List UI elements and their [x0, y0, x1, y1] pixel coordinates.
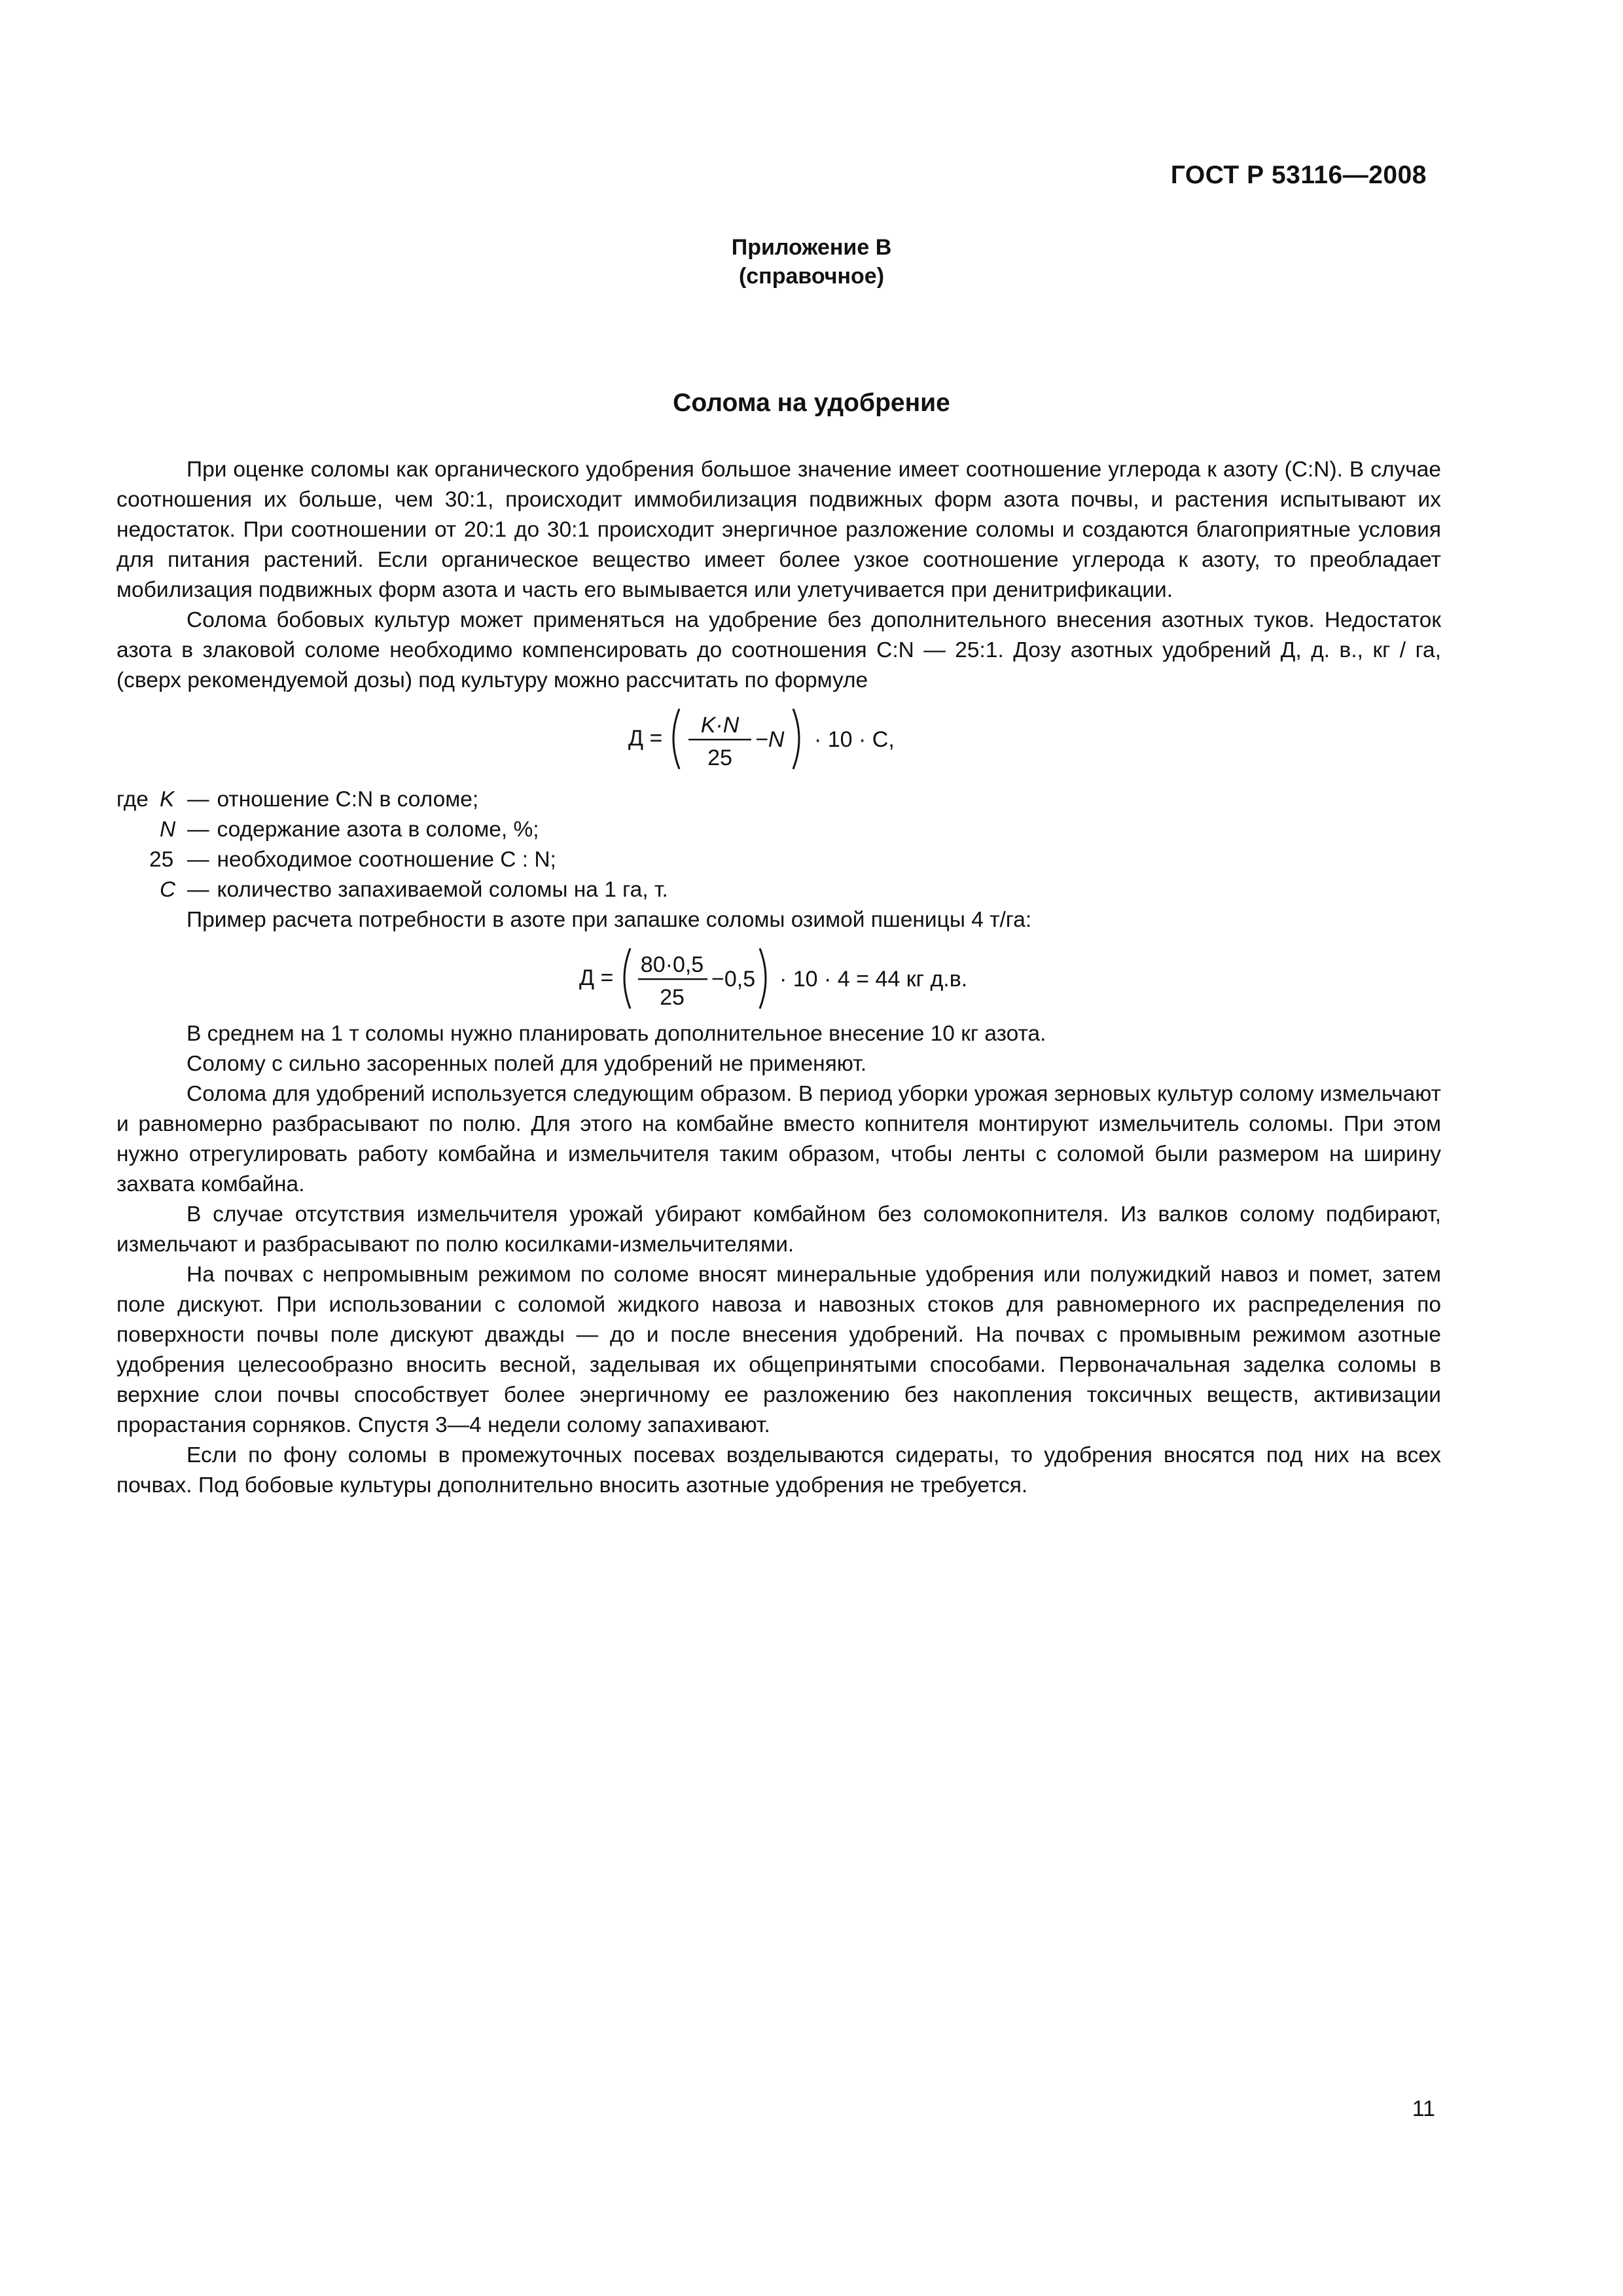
formula-minus-term: −0,5 — [711, 967, 756, 992]
section-title: Солома на удобрение — [673, 389, 950, 417]
appendix-heading — [0, 233, 1623, 291]
definition-symbol: K — [160, 787, 175, 812]
paragraph: Солому с сильно засоренных полей для удобрений не применяют. — [187, 1052, 867, 1076]
paragraph: Солома для удобрений используется следующим образом. В период уборки урожая зерновых культур солому измельчают и равномерно разбрасывают по полю. Для этого на комбайне вместо копнителя монтируют измельчитель соломы. При этом нужно отрегулировать работу комбайна и измельчителя таким образом, чтобы ленты с соломой были размером на ширину захвата комбайна. — [116, 1082, 1441, 1196]
formula-lhs: Д = — [628, 726, 663, 751]
definition-text: отношение C:N в соломе; — [217, 787, 479, 812]
paragraph: Солома бобовых культур может применяться на удобрение без дополнительного внесения азотных туков. Недостаток азота в злаковой соломе необходимо компенсировать до соотношения C:N — 25:1. Дозу азотных удобрений Д, д. в., кг / га, (сверх рекомендуемой дозы) под культуру можно рассчитать по формуле — [116, 608, 1441, 692]
formula-minus-term: −N — [755, 727, 785, 752]
example-formula-graphic — [579, 942, 978, 1015]
formula-tail: · 10 · 4 = 44 кг д.в. — [779, 967, 968, 992]
example-formula — [116, 942, 1441, 1015]
left-paren — [673, 709, 679, 769]
dose-formula — [116, 702, 1441, 776]
right-paren — [793, 709, 799, 769]
definition-row — [116, 815, 1441, 845]
definition-dash: — — [187, 848, 209, 872]
formula-numerator: 80·0,5 — [640, 952, 704, 977]
definition-text: содержание азота в соломе, %; — [217, 817, 539, 842]
formula-denominator: 25 — [707, 745, 732, 770]
page-number: 11 — [1412, 2096, 1435, 2121]
definition-text: количество запахиваемой соломы на 1 га, т. — [217, 878, 668, 902]
body-text — [116, 455, 1441, 1501]
paragraph: Если по фону соломы в промежуточных посевах возделываются сидераты, то удобрения вносятся под них на всех почвах. Под бобовые культуры дополнительно вносить азотные удобрения не требуется. — [116, 1443, 1441, 1498]
appendix-type: (справочное) — [738, 264, 885, 289]
example-intro: Пример расчета потребности в азоте при запашке соломы озимой пшеницы 4 т/га: — [187, 908, 1032, 932]
dose-formula-graphic — [628, 702, 929, 776]
definition-row — [116, 875, 1441, 905]
right-paren — [760, 948, 766, 1009]
variable-definitions — [116, 785, 1441, 905]
paragraph: При оценке соломы как органического удобрения большое значение имеет соотношение углерода к азоту (C:N). В случае соотношения их больше, чем 30:1, происходит иммобилизация подвижных форм азота почвы, и растения испытывают их недостаток. При соотношении от 20:1 до 30:1 происходит энергичное разложение соломы и создаются благоприятные условия для питания растений. Если органическое вещество имеет более узкое соотношение углерода к азоту, то преобладает мобилизация подвижных форм азота и часть его вымывается или улетучивается при денитрификации. — [116, 457, 1441, 602]
definition-row — [116, 845, 1441, 875]
definition-symbol: 25 — [149, 848, 174, 872]
definition-symbol: C — [160, 878, 176, 902]
paragraph: В случае отсутствия измельчителя урожай убирают комбайном без соломокопнителя. Из валков солому подбирают, измельчают и разбрасывают по полю косилками-измельчителями. — [116, 1202, 1441, 1257]
definition-dash: — — [187, 787, 209, 812]
definition-row — [116, 785, 1441, 815]
left-paren — [624, 948, 630, 1009]
formula-denominator: 25 — [660, 985, 685, 1010]
definition-dash: — — [187, 878, 209, 902]
formula-tail: · 10 · C, — [814, 727, 895, 752]
definition-prefix: где — [116, 787, 149, 812]
definition-symbol: N — [160, 817, 176, 842]
definition-text: необходимое соотношение C : N; — [217, 848, 556, 872]
appendix-label: Приложение В — [731, 235, 892, 260]
paragraph: В среднем на 1 т соломы нужно планировать дополнительное внесение 10 кг азота. — [187, 1022, 1046, 1046]
formula-numerator: K·N — [700, 713, 740, 738]
definition-dash: — — [187, 817, 209, 842]
document-code: ГОСТ Р 53116—2008 — [1170, 161, 1427, 189]
formula-lhs: Д = — [579, 965, 614, 990]
paragraph: На почвах с непромывным режимом по соломе вносят минеральные удобрения или полужидкий навоз и помет, затем поле дискуют. При использовании с соломой жидкого навоза и навозных стоков для равномерного их распределения по поверхности почвы поле дискуют дважды — до и после внесения удобрений. На почвах с промывным режимом азотные удобрения целесообразно вносить весной, заделывая их общепринятыми способами. Первоначальная заделка соломы в верхние слои почвы способствует более энергичному ее разложению без накопления токсичных веществ, активизации прорастания сорняков. Спустя 3—4 недели солому запахивают. — [116, 1263, 1441, 1437]
